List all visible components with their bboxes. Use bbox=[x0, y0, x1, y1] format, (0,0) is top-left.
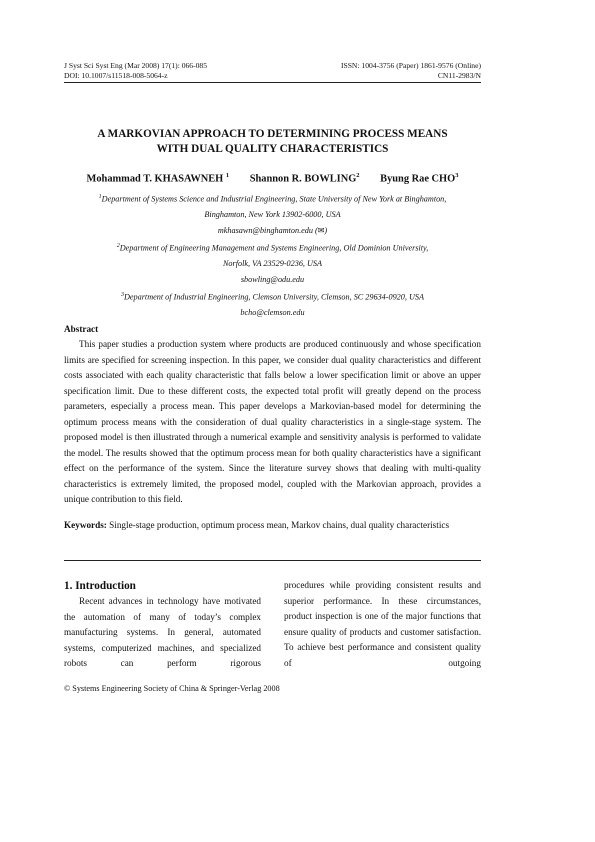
affiliation-2-line-2: Norfolk, VA 23529-0236, USA bbox=[222, 259, 323, 269]
cn-number: CN11-2983/N bbox=[437, 71, 481, 80]
author-1-name: Mohammad T. KHASAWNEH bbox=[86, 173, 224, 185]
author-list bbox=[64, 172, 481, 184]
affiliation-3-text: Department of Industrial Engineering, Clemson University, Clemson, SC 29634-0920, USA bbox=[124, 292, 424, 302]
journal-citation: J Syst Sci Syst Eng (Mar 2008) 17(1): 066-085 bbox=[64, 61, 208, 70]
section-rule bbox=[64, 560, 481, 561]
intro-paragraph-right: procedures while providing consistent results and superior performance. In these circumstances, product inspection is one of the major functions that ensure quality of products and customer satisfaction. To achieve best performance and consistent quality of outgoing bbox=[284, 580, 481, 668]
journal-header-left bbox=[64, 61, 207, 81]
doi[interactable]: DOI: 10.1007/s11518-008-5064-z bbox=[64, 71, 168, 80]
author-3 bbox=[380, 172, 458, 184]
abstract-heading: Abstract bbox=[64, 324, 99, 334]
keywords bbox=[64, 518, 481, 534]
intro-column-left bbox=[64, 578, 261, 672]
title-line-1: A MARKOVIAN APPROACH TO DETERMINING PROCESS MEANS bbox=[97, 128, 448, 140]
journal-header-right bbox=[341, 61, 481, 81]
affiliation-1-text: Department of Systems Science and Industrial Engineering, State University of New York at Binghamton, bbox=[101, 194, 447, 204]
affiliation-1-email-line: mkhasawn@binghamton.edu (✉) bbox=[64, 223, 481, 239]
author-1 bbox=[87, 172, 230, 184]
copyright-notice: © Systems Engineering Society of China & Springer-Verlag 2008 bbox=[64, 684, 280, 693]
email-cho[interactable]: bcho@clemson.edu bbox=[240, 308, 305, 318]
author-2 bbox=[250, 172, 360, 184]
affiliation-1-line-2: Binghamton, New York 13902-6000, USA bbox=[204, 210, 341, 220]
affiliations bbox=[64, 190, 481, 321]
email-khasawneh[interactable]: mkhasawn@binghamton.edu bbox=[217, 226, 313, 236]
author-3-sup: 3 bbox=[455, 172, 459, 179]
affiliation-2-text: Department of Engineering Management and Systems Engineering, Old Dominion University, bbox=[119, 243, 429, 253]
affiliation-2-sup: 2 bbox=[116, 242, 120, 249]
issn: ISSN: 1004-3756 (Paper) 1861-9576 (Online) bbox=[340, 61, 481, 70]
affiliation-2-line-1 bbox=[64, 239, 481, 256]
affiliation-1-sup: 1 bbox=[98, 194, 102, 200]
affiliation-3-sup: 3 bbox=[121, 291, 125, 298]
keywords-label: Keywords: bbox=[64, 520, 107, 530]
author-2-name: Shannon R. BOWLING bbox=[249, 173, 357, 185]
header-rule bbox=[64, 82, 481, 83]
envelope-icon[interactable]: ✉ bbox=[317, 226, 325, 236]
affiliation-3-line-1 bbox=[64, 288, 481, 305]
author-2-sup: 2 bbox=[356, 172, 360, 179]
keywords-text: Single-stage production, optimum process mean, Markov chains, dual quality characteristics bbox=[109, 520, 450, 530]
email-bowling[interactable]: sbowling@odu.edu bbox=[240, 274, 305, 284]
author-3-name: Byung Rae CHO bbox=[380, 173, 456, 185]
abstract-text: This paper studies a production system where products are produced continuously and whose specification limits are specified for screening inspection. In this paper, we consider dual quality characteristics and different costs associated with each quality characteristic that falls below a lower specification limit or above an upper specification limit. Due to these different costs, the expected total profit will greatly depend on the process parameters, especially a process mean. This paper develops a Markovian-based model for determining the optimum process means with the consideration of dual quality characteristics in a single-stage system. The proposed model is then illustrated through a numerical example and sensitivity analysis is performed to validate the model. The results showed that the optimum process mean for both quality characteristics have a significant effect on the performance of the system. Since the literature survey shows that dealing with multi-quality characteristics is extremely limited, the proposed model, coupled with the Markovian approach, provides a unique contribution to this field. bbox=[64, 339, 481, 504]
intro-paragraph-left: Recent advances in technology have motivated the automation of many of today’s complex manufacturing systems. In general, automated systems, computerized machines, and specialized robots can perform rigorous bbox=[64, 596, 261, 668]
title-line-2: WITH DUAL QUALITY CHARACTERISTICS bbox=[156, 143, 389, 155]
section-heading-introduction: 1. Introduction bbox=[64, 580, 136, 592]
affiliation-1-line-1 bbox=[64, 190, 481, 207]
paper-title bbox=[64, 127, 481, 157]
author-1-sup: 1 bbox=[225, 172, 230, 179]
intro-column-right bbox=[284, 578, 481, 671]
